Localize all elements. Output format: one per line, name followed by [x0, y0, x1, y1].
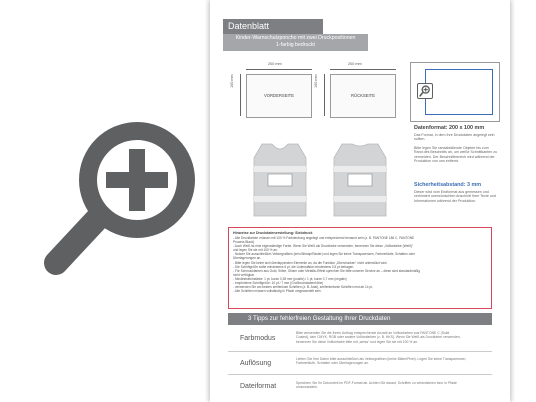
tip-item	[228, 352, 492, 374]
notes-heading: Hinweise zur Druckdatenerstellung: Siebdruck	[233, 231, 313, 235]
back-height-dim: 100 mm	[314, 74, 318, 88]
zoom-button[interactable]	[417, 83, 433, 99]
notes-line: - Bitte legen Sie keine sich überlappenden Elemente an, da die Funktion „Überdrucken“ nicht unterstützt wird.	[233, 260, 388, 265]
datasheet-page	[210, 0, 510, 402]
tip-item	[228, 375, 492, 397]
vest-back-image	[328, 140, 392, 220]
tip-text: benennen Sie diese Volltonfarbe bitte mit „weiss“ und legen Sie sie mit 100 % an.	[296, 339, 418, 344]
document-subtitle	[223, 34, 368, 51]
back-label: RÜCKSEITE	[351, 93, 375, 98]
format-heading: Datenformat: 200 x 100 mm	[414, 125, 485, 131]
tip-text: Coated), kein CMYK, RGB oder andere Volltonfarben (z. B. HKS). Wenn Sie Weiß als Druckfarbe verwenden,	[296, 335, 461, 340]
tips-list	[228, 327, 492, 397]
notes-line: Process Black)	[233, 240, 255, 245]
notes-line: und legen Sie sie mit 100 % an.	[233, 248, 278, 253]
back-height-line	[324, 74, 325, 116]
tip-text: Liefern Sie Ihre Daten bitte ausschließlich als Vektorgrafiken (keine Bilder/Pixel). Legen Sie keine Transparenzen,	[296, 357, 467, 361]
subtitle-line-1: Kinder-Warnschutzponcho mit zwei Druckpositionen	[235, 35, 356, 41]
notes-line: - Alle Druckfarben müssen mit 100 % Farbdeckung angelegt und entsprechend benannt sein (z. B. PANTONE 186 C, PANTONE	[233, 236, 415, 240]
notes-line: - Mindeststrichstärke: 1 pt, kurze 0,35 mm (positiv) / 1 pt, kurze 0,7 mm (negativ)	[233, 276, 347, 281]
vest-front-image	[248, 140, 312, 220]
notes-line: - empfohlene Schriftgröße: 10 pt / 7 mm (Großbuchstabenhöhe)	[233, 281, 324, 286]
front-print-area	[246, 74, 312, 118]
front-height-dim: 100 mm	[230, 74, 234, 88]
notes-list	[233, 236, 487, 293]
tips-heading-bar: 3 Tipps zur fehlerfreien Gestaltung Ihrer Druckdaten	[228, 313, 492, 325]
document-title: Datenblatt	[223, 19, 323, 34]
front-width-dim: 200 mm	[268, 62, 282, 66]
tip-text: Farbverläufe, Schatten oder Überlagerungen an.	[296, 361, 369, 366]
front-width-line	[246, 69, 312, 70]
format-guide-box	[410, 62, 500, 122]
front-label: VORDERSEITE	[263, 93, 295, 98]
notes-line: - Auch Weiß ist eine eigenständige Farbe. Wenn Sie Weiß als Druckfarbe verwenden, benennen Sie diese „Volltonfarbe (Weiß)“	[233, 244, 414, 249]
tip-text: Bitte verwenden Sie die Ihrem Auftrag entsprechende Anzahl an Volltonfarben aus PANTONE C (Solid	[296, 331, 450, 335]
notes-line: - verwenden Sie am besten serifenlose Schriften (z. B. Arial), serifenbetonte Schriften erst ab 14 pt.	[233, 285, 373, 290]
tip-text: Speichern Sie Ihr Dokument im PDF-Format ab. Achten Sie darauf, Schriften zu vektorisieren bzw. in Pfade	[296, 381, 457, 385]
notes-line: - Alle Schriften müssen vollständig in Pfade umgewandelt sein.	[233, 289, 322, 294]
back-width-dim: 200 mm	[348, 62, 362, 66]
notes-line: Überlagerungen an.	[233, 256, 262, 261]
safety-heading: Sicherheitsabstand: 3 mm	[414, 182, 482, 188]
format-text: Das Format, in dem Ihre Druckdaten angelegt sein sollten.	[414, 133, 495, 142]
tip-label-aufloesung: Auflösung	[240, 360, 272, 367]
tip-label-dateiformat: Dateiformat	[240, 383, 277, 390]
print-notes-box	[228, 227, 492, 309]
back-width-line	[330, 69, 396, 70]
tip-item	[228, 327, 492, 351]
front-height-line	[240, 74, 241, 116]
notes-line: - Für Schmuckfarben aus Gold, Silber, Glitzer oder Metallic-Effekt sprechen Sie bitte unseren Service an – diese sind standardmäßig	[233, 268, 421, 273]
zoom-in-icon[interactable]	[40, 118, 200, 288]
guide-text: Bitte legen Sie randabfallende Objekte bis zum Rand des Beschnitts an, um weiße Schnittkanten zu vermeiden. Der Beschnittbereich wird während der Produktion von uns entfernt.	[414, 146, 498, 164]
tip-text: umzuwandeln.	[296, 385, 318, 390]
notes-line: - Nutzen Sie ausschließlich Vektorgrafiken (kein Bitmap/Raster) und legen Sie keine Transparenzen, Farbverläufe, Schatten oder	[233, 252, 415, 257]
safety-text: Dieser wird vom Endformat aus gemessen und verhindert unerwünschten Anschnitt Ihrer Texte und Informationen während der Produktion.	[414, 190, 496, 203]
back-print-area	[330, 74, 396, 118]
safety-frame	[425, 69, 493, 115]
subtitle-line-2: 1-farbig bedruckt	[276, 42, 315, 48]
zoom-in-icon	[418, 84, 432, 98]
tip-label-farbmodus: Farbmodus	[240, 335, 276, 342]
notes-line: - Die Schriftgröße sollte mindestens 6 pt, die Linienstärke mindestens 0,5 pt betragen.	[233, 264, 355, 269]
notes-line: nicht verfügbar.	[233, 272, 255, 277]
